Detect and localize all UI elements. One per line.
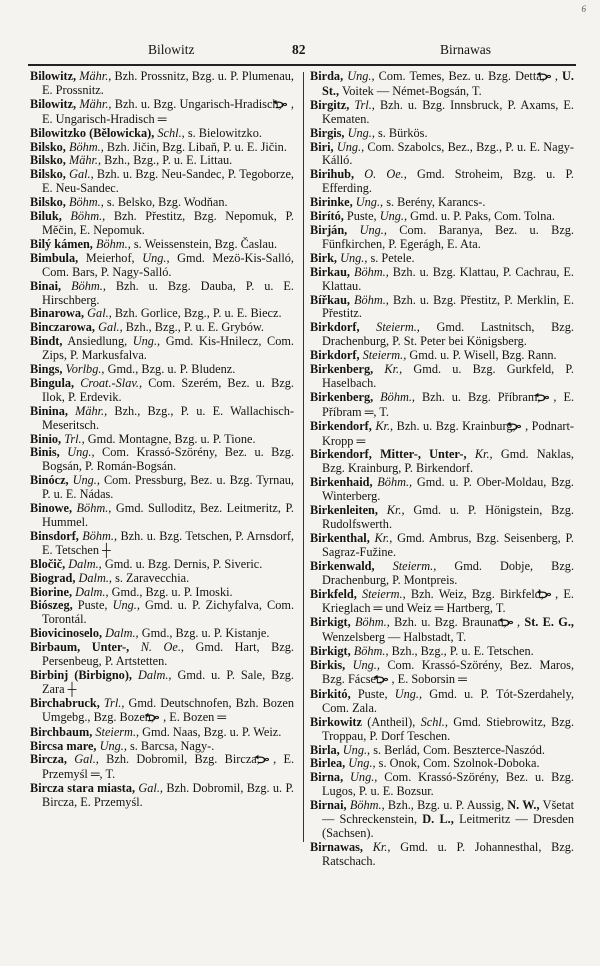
entry-headword: Birkenthal, — [310, 530, 370, 545]
gazetteer-entry — [30, 196, 294, 210]
entry-region: Ung., — [72, 473, 100, 488]
entry-details: s. Onok, Com. Szolnok-Doboka. — [378, 756, 540, 771]
gazetteer-entry — [30, 572, 294, 586]
entry-region: Ung., — [342, 742, 371, 757]
gazetteer-entry — [310, 349, 574, 363]
entry-region: Vorlbg., — [65, 362, 105, 377]
entry-details: Com. Baranya, Bez. u. Bzg. Fünfkirchen, P. Egerágh, E. Ata. — [322, 222, 575, 251]
entry-details: Gmd. Hart, Bzg. Persenbeug, P. Artstetten. — [42, 640, 294, 669]
entry-details: Gmd. Dobje, Bzg. Drachenburg, P. Montpreis. — [322, 558, 575, 587]
entry-headword: Bilowitz, — [30, 69, 77, 83]
gazetteer-entry — [310, 321, 574, 349]
entry-headword: Birkdorf, — [310, 320, 360, 335]
gazetteer-entry — [30, 530, 294, 558]
entry-region: Dalm., — [105, 626, 139, 641]
column-divider — [303, 72, 304, 842]
entry-region: Böhm., — [353, 644, 389, 659]
entry-details: Gmd., Bzg. u. P. Bludenz. — [107, 362, 236, 377]
entry-details: Gmd. Montagne, Bzg. u. P. Tione. — [87, 431, 256, 446]
entry-region: Ung., — [132, 334, 161, 349]
entry-region: N. Oe., — [140, 640, 184, 655]
entry-headword: Birkigt, — [310, 644, 351, 659]
entry-headword: Biovicinoselo, — [30, 626, 103, 641]
entry-headword: Binai, — [30, 278, 62, 293]
gazetteer-entry — [310, 688, 574, 716]
entry-headword: Birkendorf, Mitter-, Unter-, — [310, 447, 467, 462]
gazetteer-entry — [30, 141, 294, 155]
entry-region: Mähr., — [68, 153, 102, 168]
gazetteer-entry — [30, 252, 294, 280]
entry-headword: Bilsko, — [30, 139, 66, 154]
entry-details: Bzh. u. Bzg. Dauba, P. u. E. Hirschberg. — [42, 278, 295, 307]
entry-details: Všetat — Schreckenstein, — [322, 798, 575, 827]
entry-headword: Birkigt, — [310, 615, 351, 630]
entry-region: Mähr., — [75, 403, 108, 418]
entry-headword: Birkau, — [310, 264, 350, 279]
entry-details: Ansiedlung, — [67, 334, 128, 349]
entry-headword: Bircza, — [30, 752, 67, 767]
entry-details: Gmd. Stiebrowitz, Bzg. Troppau, P. Dorf Teschen. — [322, 714, 575, 743]
gazetteer-entry — [310, 716, 574, 744]
entry-details: s. Belsko, Bzg. Wodňan. — [106, 195, 228, 210]
entry-headword: Biograd, — [30, 570, 76, 585]
entry-details: Bzh. u. Bzg. Tetschen, P. Arnsdorf, E. Tetschen ┼ — [42, 528, 295, 557]
gazetteer-entry — [30, 98, 294, 127]
entry-details: Com. Szabolcs, Bez., Bzg., P. u. E. Nagy-Kálló. — [322, 139, 575, 168]
entry-region: Mähr., — [79, 96, 112, 111]
entry-headword: Biószeg, — [30, 598, 73, 613]
entry-details: Gmd. u. P. Johannesthal, Bzg. Ratschach. — [322, 839, 575, 868]
entry-region: Kr., — [386, 503, 405, 518]
entry-region: Dalm., — [138, 667, 172, 682]
entry-region: Böhm., — [95, 236, 131, 251]
entry-headword: Birda, — [310, 69, 344, 83]
entry-details: Bzh. Dobromil, Bzg. u. P. Bircza, E. Przemyśl. — [42, 781, 294, 810]
entry-details: Gmd. u. P. Sale, Bzg. Zara ┼ — [42, 667, 295, 696]
entry-headword: Birkenberg, — [310, 362, 374, 377]
gazetteer-entry — [30, 433, 294, 447]
entry-headword: Birchabruck, — [30, 695, 100, 710]
entry-region: Ung., — [112, 598, 140, 613]
gazetteer-entry — [310, 127, 574, 141]
entry-region: Ung., — [340, 250, 368, 265]
entry-headword: Biluk, — [30, 209, 62, 224]
entry-headword: Birkowitz — [310, 714, 362, 729]
entry-headword: Birján, — [310, 222, 348, 237]
gazetteer-entry — [30, 335, 294, 363]
entry-region: Ung., — [394, 686, 423, 701]
entry-region: Ung., — [347, 69, 375, 83]
entry-headword: Birla, — [310, 742, 340, 757]
entry-details: , — [554, 69, 558, 83]
entry-headword: Birkis, — [310, 658, 346, 673]
gazetteer-entry — [30, 558, 294, 572]
entry-headword: Birnai, — [310, 798, 347, 813]
entry-region: Steierm., — [95, 724, 140, 739]
entry-details: Puste, — [346, 209, 377, 224]
entry-details: Gmd. Sulloditz, Bez. Leitmeritz, P. Hummel. — [42, 501, 295, 529]
entry-region: Trl., — [354, 97, 375, 112]
entry-headword: U. St., — [322, 69, 574, 98]
entry-region: Gal., — [138, 781, 164, 796]
entry-region: Trl., — [103, 695, 125, 710]
entry-headword: Birkenleiten, — [310, 503, 378, 518]
gazetteer-entry — [30, 740, 294, 754]
entry-headword: D. L., — [422, 812, 454, 827]
entry-region: Dalm., — [68, 556, 102, 571]
entry-region: Ung., — [142, 250, 170, 265]
gazetteer-entry — [310, 841, 574, 869]
entry-headword: Bilsko, — [30, 195, 66, 210]
entry-headword: Birkenberg, — [310, 389, 374, 404]
entry-details: Bzh., Bzg., P. u. E. Wallachisch-Meseritsch. — [42, 403, 295, 432]
gazetteer-entry — [30, 210, 294, 238]
gazetteer-entry — [310, 391, 574, 420]
entry-headword: Birkenwald, — [310, 558, 375, 573]
entry-details: (Antheil), — [367, 714, 416, 729]
gazetteer-entry — [310, 224, 574, 252]
entry-headword: Binowe, — [30, 501, 73, 516]
entry-headword: Bings, — [30, 362, 63, 377]
entry-region: Kr., — [384, 362, 403, 377]
entry-details: Puste, — [357, 686, 388, 701]
entry-headword: Bircsa mare, — [30, 738, 97, 753]
entry-headword: Birihub, — [310, 167, 355, 182]
entry-headword: Bířkau, — [310, 292, 350, 307]
gazetteer-entry — [310, 757, 574, 771]
gazetteer-entry — [310, 532, 574, 560]
entry-headword: Birchbaum, — [30, 724, 93, 739]
entry-region: Steierm., — [362, 348, 407, 363]
entry-headword: Birkfeld, — [310, 586, 357, 601]
entry-details: , E. Ungarisch-Hradisch ═ — [42, 96, 294, 126]
header-last-entry: Birnawas — [440, 42, 491, 57]
entry-details: Com. Szerém, Bez. u. Bzg. Ilok, P. Erdevik. — [42, 375, 294, 404]
entry-region: Dalm., — [75, 584, 109, 599]
gazetteer-entry — [30, 697, 294, 726]
entry-headword: Birító, — [310, 209, 344, 224]
entry-headword: Binócz, — [30, 473, 69, 488]
entry-details: Gmd. u. P. Hönigstein, Bzg. Rudolfswerth. — [322, 503, 574, 531]
entry-headword: Birgis, — [310, 125, 345, 140]
gazetteer-entry — [30, 586, 294, 600]
entry-region: Schl., — [157, 125, 185, 140]
gazetteer-entry — [310, 196, 574, 210]
entry-headword: Bilsko, — [30, 153, 66, 168]
gazetteer-entry — [310, 560, 574, 588]
entry-headword: Binsdorf, — [30, 528, 79, 543]
entry-details: Gmd., Bzg. u. P. Imoski. — [111, 584, 233, 599]
entry-region: Ung., — [350, 770, 378, 785]
gazetteer-entry — [30, 599, 294, 627]
entry-details: Gmd. u. P. Zichyfalva, Com. Torontál. — [42, 598, 295, 627]
entry-headword: Biorine, — [30, 584, 73, 599]
gazetteer-entry — [30, 446, 294, 474]
entry-headword: Bingula, — [30, 375, 75, 390]
gazetteer-entry — [310, 168, 574, 196]
entry-region: Ung., — [347, 125, 375, 140]
entry-region: Ung., — [348, 756, 376, 771]
entry-details: Gmd. Naklas, Bzg. Krainburg, P. Birkendorf. — [322, 447, 575, 476]
entry-headword: Binarowa, — [30, 306, 85, 321]
gazetteer-entry — [30, 168, 294, 196]
entry-region: Trl., — [64, 431, 85, 446]
entry-details: s. Petele. — [370, 250, 415, 265]
entry-details: Gmd. Kis-Hnilecz, Com. Zips, P. Markusfalva. — [42, 334, 295, 363]
entry-headword: Birnawas, — [310, 839, 363, 854]
entry-headword: Birbinj (Birbigno), — [30, 667, 132, 682]
entry-details: Meierhof, — [85, 250, 135, 265]
entry-region: Ung., — [379, 209, 408, 224]
entry-details: Bzh. u. Bzg. Ungarisch-Hradisch, — [114, 96, 282, 111]
gazetteer-entry — [30, 502, 294, 530]
header-rule — [28, 64, 576, 66]
entry-details: Bzh. u. Bzg. Innsbruck, P. Axams, E. Kematen. — [322, 97, 574, 126]
entry-region: Steierm., — [392, 558, 437, 573]
entry-details: Wenzelsberg — Halbstadt, T. — [322, 630, 467, 645]
gazetteer-entry — [30, 474, 294, 502]
entry-region: O. Oe., — [364, 167, 407, 182]
gazetteer-entry — [30, 154, 294, 168]
entry-details: s. Berlád, Com. Beszterce-Naszód. — [373, 742, 545, 757]
gazetteer-entry — [30, 363, 294, 377]
entry-details: Gmd. u. P. Wisell, Bzg. Rann. — [409, 348, 557, 363]
gazetteer-entry — [310, 294, 574, 322]
entry-details: Leitmeritz — Dresden (Sachsen). — [322, 812, 574, 840]
entry-details: s. Weissenstein, Bzg. Časlau. — [133, 236, 278, 251]
entry-region: Böhm., — [349, 798, 385, 813]
gazetteer-entry — [310, 659, 574, 688]
gazetteer-entry — [30, 321, 294, 335]
entry-region: Ung., — [99, 738, 127, 753]
entry-details: Gmd. Mezö-Kis-Salló, Com. Bars, P. Nagy-Salló. — [42, 250, 295, 279]
entry-region: Böhm., — [68, 195, 104, 210]
right-column — [310, 70, 574, 869]
entry-region: Böhm., — [377, 475, 413, 490]
entry-region: Böhm., — [76, 501, 112, 516]
entry-details: Bzh., Bzg., P. u. E. Tetschen. — [391, 644, 534, 659]
entry-region: Böhm., — [82, 528, 118, 543]
entry-region: Böhm., — [71, 278, 106, 293]
gazetteer-entry — [310, 363, 574, 391]
gazetteer-entry — [310, 616, 574, 645]
entry-details: Com. Pressburg, Bez. u. Bzg. Tyrnau, P. u. E. Nádas. — [42, 473, 295, 502]
entry-headword: St. E. G., — [524, 615, 574, 630]
page-number: 82 — [292, 42, 306, 57]
entry-details: , E. Przemyśl ═, T. — [42, 752, 295, 782]
entry-headword: Birkitó, — [310, 686, 351, 701]
entry-headword: Birinke, — [310, 195, 353, 210]
corner-mark: 6 — [581, 4, 586, 14]
entry-region: Mähr., — [79, 69, 112, 83]
entry-details: Bzh. Gorlice, Bzg., P. u. E. Biecz. — [114, 306, 282, 321]
gazetteer-entry — [310, 476, 574, 504]
entry-details: , Podnart-Kropp ═ — [322, 418, 575, 448]
entry-details: s. Bürkös. — [378, 125, 428, 140]
entry-headword: Bilowitz, — [30, 96, 77, 111]
entry-details: Bzh. u. Bzg. Klattau, P. Cachrau, E. Klattau. — [322, 264, 574, 293]
entry-details: Bzh. Jičin, Bzg. Libaň, P. u. E. Jičin. — [106, 139, 287, 154]
entry-headword: Birlea, — [310, 756, 346, 771]
gazetteer-entry — [310, 645, 574, 659]
entry-details: Bzh. u. Bzg. Krainburg, — [396, 418, 516, 433]
entry-details: Puste, — [77, 598, 108, 613]
gazetteer-entry — [30, 377, 294, 405]
header-first-entry: Bilowitz — [148, 42, 195, 57]
entry-headword: Birna, — [310, 770, 344, 785]
entry-details: Bzh. Weiz, Bzg. Birkfeld, — [410, 586, 544, 601]
entry-headword: N. W., — [507, 798, 540, 813]
gazetteer-entry — [30, 627, 294, 641]
entry-headword: Birkdorf, — [310, 348, 360, 363]
entry-details: , E. Příbram ═, T. — [322, 389, 575, 419]
entry-region: Schl., — [420, 714, 448, 729]
entry-details: Bzh., Bzg., P. u. E. Grybów. — [125, 320, 265, 335]
entry-details: Gmd. u. P. Ober-Moldau, Bzg. Winterberg. — [322, 475, 575, 504]
entry-details: Gmd. u. Bzg. Gurkfeld, P. Haselbach. — [322, 362, 574, 390]
entry-details: Bzh. u. Bzg. Příbram, — [421, 389, 541, 404]
entry-details: s. Barcsa, Nagy-. — [129, 738, 215, 753]
entry-details: , — [517, 615, 521, 630]
gazetteer-entry — [310, 141, 574, 169]
entry-details: Com. Krassó-Szörény, Bez. u. Bzg. Lugos, P. u. E. Bozsur. — [322, 770, 574, 799]
gazetteer-entry — [30, 70, 294, 98]
gazetteer-entry — [310, 252, 574, 266]
gazetteer-entry — [310, 504, 574, 532]
entry-headword: Bimbula, — [30, 250, 79, 265]
entry-details: Com. Temes, Bez. u. Bzg. Detta, — [378, 69, 545, 83]
gazetteer-entry — [30, 307, 294, 321]
entry-details: Bzh. u. Bzg. Braunau, — [394, 615, 507, 630]
gazetteer-entry — [310, 420, 574, 449]
entry-details: Bzh. Prossnitz, Bzg. u. P. Plumenau, E. Prossnitz. — [42, 69, 295, 97]
gazetteer-entry — [30, 127, 294, 141]
entry-region: Ung., — [352, 658, 380, 673]
entry-region: Gal., — [74, 752, 99, 767]
entry-details: Gmd. Naas, Bzg. u. P. Weiz. — [142, 724, 282, 739]
entry-headword: Birkendorf, — [310, 418, 372, 433]
entry-region: Gal., — [69, 167, 94, 182]
entry-details: Bzh., Bzg., P. u. E. Littau. — [104, 153, 233, 168]
entry-region: Kr., — [374, 530, 393, 545]
entry-details: Gmd. Stroheim, Bzg. u. P. Efferding. — [322, 167, 574, 196]
entry-details: Gmd., Bzg. u. P. Kistanje. — [141, 626, 270, 641]
gazetteer-entry — [310, 771, 574, 799]
entry-region: Ung., — [359, 222, 387, 237]
entry-details: s. Zaravecchia. — [115, 570, 190, 585]
gazetteer-entry — [310, 448, 574, 476]
gazetteer-entry — [30, 726, 294, 740]
entry-details: s. Bielowitzko. — [187, 125, 262, 140]
gazetteer-entry — [310, 99, 574, 127]
entry-headword: Binina, — [30, 403, 68, 418]
entry-details: Bzh., Bzg. u. P. Aussig, — [387, 798, 505, 813]
entry-region: Steierm., — [361, 586, 406, 601]
entry-headword: Binio, — [30, 431, 62, 446]
entry-region: Böhm., — [380, 389, 415, 404]
entry-details: Voitek — Német-Bogsán, T. — [341, 83, 482, 98]
gazetteer-entry — [310, 588, 574, 617]
entry-region: Ung., — [336, 139, 365, 154]
entry-region: Böhm., — [68, 139, 104, 154]
entry-details: Com. Krassó-Szörény, Bez. Maros, Bzg. Fácset, — [322, 658, 575, 686]
gazetteer-entry — [310, 70, 574, 99]
entry-region: Croat.-Slav., — [80, 375, 143, 390]
entry-region: Böhm., — [354, 292, 389, 307]
entry-details: , E. Soborsin ═ — [391, 671, 467, 686]
entry-details: Bzh. u. Bzg. Neu-Sandec, P. Tegoborze, E. Neu-Sandec. — [42, 167, 295, 196]
entry-region: Böhm., — [70, 209, 106, 224]
entry-details: Gmd. u. P. Tót-Szerdahely, Com. Zala. — [322, 686, 575, 715]
gazetteer-entry — [30, 405, 294, 433]
entry-headword: Bilý kámen, — [30, 236, 93, 251]
entry-headword: Bilowitzko (Bělowicka), — [30, 125, 155, 140]
gazetteer-entry — [310, 266, 574, 294]
entry-details: Gmd. u. P. Paks, Com. Tolna. — [410, 209, 555, 224]
entry-details: Gmd. Ambrus, Bzg. Seisenberg, P. Sagraz-Fužine. — [322, 530, 574, 559]
entry-region: Ung., — [355, 195, 384, 210]
entry-headword: Birkenhaid, — [310, 475, 373, 490]
entry-headword: Biri, — [310, 139, 334, 154]
entry-headword: Binis, — [30, 445, 60, 460]
entry-details: Gmd. Deutschnofen, Bzh. Bozen Umgebg., Bzg. Bozen, — [42, 695, 295, 724]
entry-region: Böhm., — [353, 264, 389, 279]
gazetteer-entry — [310, 210, 574, 224]
entry-region: Kr., — [375, 418, 394, 433]
entry-details: Gmd. u. Bzg. Dernis, P. Siveric. — [104, 556, 263, 571]
gazetteer-entry — [30, 238, 294, 252]
entry-details: , E. Bozen ═ — [163, 709, 227, 724]
gazetteer-entry — [310, 744, 574, 758]
entry-region: Kr., — [372, 839, 391, 854]
entry-details: s. Berény, Karancs-. — [386, 195, 486, 210]
entry-region: Gal., — [87, 306, 112, 321]
entry-region: Ung., — [67, 445, 95, 460]
left-column — [30, 70, 294, 810]
entry-region: Dalm., — [78, 570, 112, 585]
entry-details: , E. Krieglach ═ und Weiz ═ Hartberg, T. — [322, 586, 574, 616]
entry-region: Böhm., — [354, 615, 390, 630]
gazetteer-entry — [30, 641, 294, 669]
entry-headword: Bilsko, — [30, 167, 66, 182]
gazetteer-entry — [30, 669, 294, 697]
entry-region: Steierm., — [376, 320, 420, 335]
entry-details: Bzh. u. Bzg. Přestitz, P. Merklin, E. Přestitz. — [322, 292, 575, 321]
entry-headword: Birk, — [310, 250, 337, 265]
gazetteer-entry — [30, 753, 294, 782]
entry-details: Bzh. Přestitz, Bzg. Nepomuk, P. Měčin, E. Nepomuk. — [42, 209, 295, 237]
entry-details: Gmd. Lastnitsch, Bzg. Drachenburg, P. St. Peter bei Königsberg. — [322, 320, 574, 349]
entry-region: Gal., — [98, 320, 123, 335]
entry-headword: Bindt, — [30, 334, 63, 349]
running-header — [28, 42, 578, 60]
entry-details: Com. Krassó-Szörény, Bez. u. Bzg. Bogsán, P. Román-Bogsán. — [42, 445, 295, 474]
entry-headword: Binczarowa, — [30, 320, 96, 335]
entry-headword: Birgitz, — [310, 97, 350, 112]
entry-headword: Birbaum, Unter-, — [30, 640, 130, 655]
gazetteer-entry — [30, 782, 294, 810]
gazetteer-entry — [310, 799, 574, 841]
entry-region: Kr., — [474, 447, 493, 462]
entry-details: Bzh. Dobromil, Bzg. Bircza, — [106, 752, 260, 767]
gazetteer-entry — [30, 280, 294, 308]
entry-headword: Bločič, — [30, 556, 66, 571]
entry-headword: Bircza stara miasta, — [30, 781, 136, 796]
